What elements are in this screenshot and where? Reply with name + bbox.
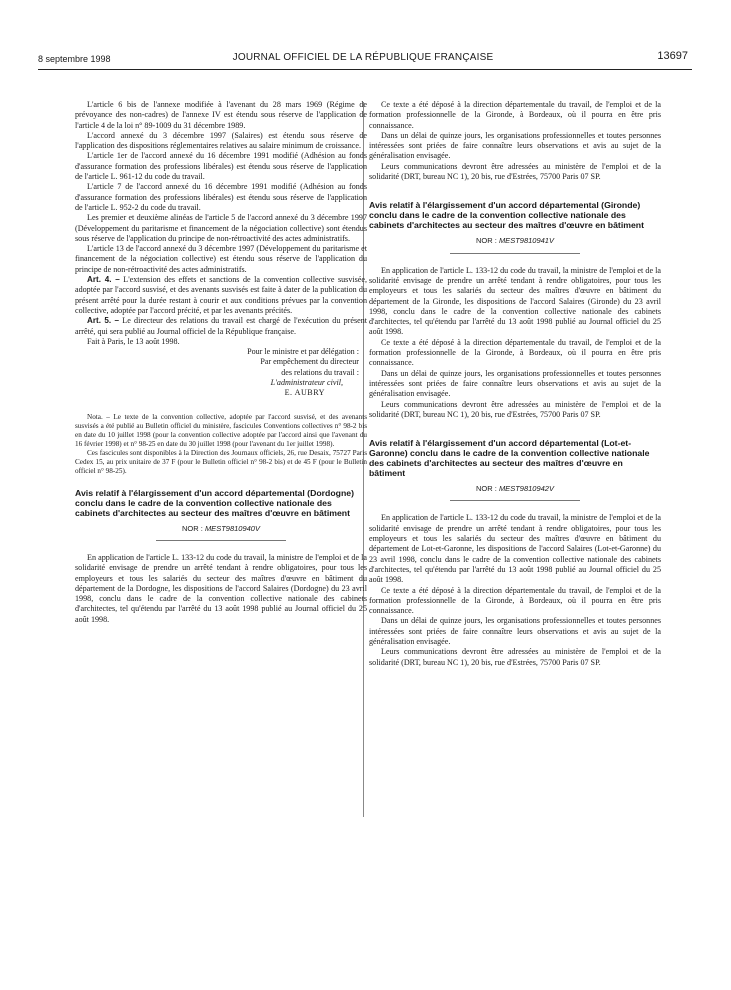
- signature-line: Par empêchement du directeur: [260, 357, 359, 367]
- nota-paragraph: Nota. – Le texte de la convention collective, adoptée par l'accord susvisé, et des avenants susvisés a été publié au Bulletin officiel du ministère, fascicules Conventions collectives n° 98-2 bis en date du 10 juillet 1998 (pour la convention collective adoptée par l'accord ainsi que l'avenant du 16 février 1998) et n° 98-25 en date du 30 juillet 1998 (pour l'avenant du 1er juillet 1998).: [75, 412, 367, 448]
- paragraph: Leurs communications devront être adressées au ministère de l'emploi et de la solidarité (DRT, bureau NC 1), 20 bis, rue d'Estrées, 75700 Paris 07 SP.: [369, 161, 661, 182]
- notice-heading-gironde: Avis relatif à l'élargissement d'un accord départemental (Gironde) conclu dans le cadre de la convention collective nationale des cabinets d'architectes au secteur des maîtres d'œuvre en bâtiment: [369, 200, 644, 231]
- right-column: [369, 100, 661, 668]
- article-4-label: Art. 4. –: [87, 275, 120, 285]
- header-page-number: 13697: [657, 50, 688, 62]
- paragraph: Leurs communications devront être adressées au ministère de l'emploi et de la solidarité (DRT, bureau NC 1), 20 bis, rue d'Estrées, 75700 Paris 07 SP.: [369, 399, 661, 419]
- signature-block: [75, 347, 367, 398]
- nor-label: NOR :: [182, 523, 203, 533]
- paragraph: Ce texte a été déposé à la direction départementale du travail, de l'emploi et de la formation professionnelle de la Gironde, à Bordeaux, où il pourra en être pris connaissance.: [369, 100, 661, 130]
- article-4-text: L'extension des effets et sanctions de la convention collective susvisée, adoptée par l'accord susvisé, et des avenants susvisés est faite à dater de la publication du présent arrêté pour la durée restant à courir et aux conditions prévues par la convention collective, adoptée par l'accord précité, et par les avenants précités.: [75, 275, 367, 315]
- nor-code: MEST9810941V: [498, 236, 554, 246]
- nor-code: MEST9810940V: [204, 523, 260, 533]
- signature-line: des relations du travail :: [281, 367, 359, 377]
- left-column: [75, 100, 367, 625]
- paragraph: L'article 7 de l'accord annexé du 16 décembre 1991 modifié (Adhésion au fonds d'assurance formation des professions libérales) est étendu sous réserve de l'application de l'article L. 952-2 du code du travail.: [75, 182, 367, 212]
- nor-reference: [369, 484, 661, 501]
- header-rule: [38, 69, 692, 70]
- notice-heading-lot-et-garonne: Avis relatif à l'élargissement d'un accord départemental (Lot-et-Garonne) conclu dans le cadre de la convention collective nationale des cabinets d'architectes au secteur des maîtres d'œuvre en bâtiment: [369, 438, 650, 479]
- article-4: [75, 275, 367, 316]
- paragraph: Dans un délai de quinze jours, les organisations professionnelles et toutes personnes intéressées sont priées de faire connaître leurs observations et avis au sujet de la généralisation envisagée.: [369, 368, 661, 399]
- paragraph: Ce texte a été déposé à la direction départementale du travail, de l'emploi et de la formation professionnelle de la Gironde, à Bordeaux, où il pourra en être pris connaissance.: [369, 337, 661, 368]
- article-5-label: Art. 5. –: [87, 316, 120, 326]
- nor-reference: [75, 524, 367, 541]
- paragraph: Les premier et deuxième alinéas de l'article 5 de l'accord annexé du 3 décembre 1997 (Développement du paritarisme et financement de la négociation collective) sont étendus sous réserve de l'application du principe de non-rétroactivité des actes administratifs.: [75, 213, 367, 243]
- signatory-name: E. AUBRY: [284, 388, 325, 398]
- header-title: JOURNAL OFFICIEL DE LA RÉPUBLIQUE FRANÇAISE: [232, 52, 494, 63]
- paragraph: L'accord annexé du 3 décembre 1997 (Salaires) est étendu sous réserve de l'application des dispositions réglementaires relatives au salaire minimum de croissance.: [75, 130, 367, 151]
- paragraph: En application de l'article L. 133-12 du code du travail, la ministre de l'emploi et de la solidarité envisage de prendre un arrêté tendant à rendre obligatoires, pour tous les employeurs et tous les salariés du secteur des maîtres d'œuvre en bâtiment du département de la Gironde, les dispositions de l'accord Salaires (Gironde) du 23 avril 1998, conclu dans le cadre de la convention collective nationale des cabinets d'architectes, tel qu'étendu par l'arrêté du 13 août 1998 publié au Journal officiel du 25 août 1998.: [369, 265, 661, 337]
- nota-paragraph: Ces fascicules sont disponibles à la Direction des Journaux officiels, 26, rue Desaix, 75727 Paris Cedex 15, au prix unitaire de 37 F (pour le Bulletin officiel n° 98-2 bis) et de 45 F (pour le Bulletin officiel n° 98-25).: [75, 448, 367, 475]
- paragraph: Dans un délai de quinze jours, les organisations professionnelles et toutes personnes intéressées sont priées de faire connaître leurs observations et avis au sujet de la généralisation envisagée.: [369, 616, 661, 646]
- header-date: 8 septembre 1998: [38, 54, 111, 64]
- page-header: [38, 50, 688, 66]
- spacer: [369, 182, 661, 188]
- nor-label: NOR :: [476, 484, 497, 494]
- nota-block: [75, 413, 367, 476]
- nor-label: NOR :: [476, 236, 497, 246]
- signature-title: L'administrateur civil,: [270, 378, 343, 388]
- article-5-text: Le directeur des relations du travail est chargé de l'exécution du présent arrêté, qui sera publié au Journal officiel de la République française.: [75, 316, 367, 336]
- short-rule: [156, 540, 286, 541]
- paragraph: L'article 1er de l'accord annexé du 16 décembre 1991 modifié (Adhésion au fonds d'assurance formation des professions libérales) est étendu sous réserve de l'application de l'article L. 961-12 du code du travail.: [75, 151, 367, 182]
- notice-heading-dordogne: Avis relatif à l'élargissement d'un accord départemental (Dordogne) conclu dans le cadre de la convention collective nationale des cabinets d'architectes au secteur des maîtres d'œuvre en bâtiment: [75, 487, 354, 518]
- signature-line: Pour le ministre et par délégation :: [247, 347, 359, 357]
- nor-reference: [369, 236, 661, 253]
- article-5: [75, 316, 367, 337]
- short-rule: [450, 500, 580, 501]
- paragraph: Dans un délai de quinze jours, les organisations professionnelles et toutes personnes intéressées sont priées de faire connaître leurs observations et avis au sujet de la généralisation envisagée.: [369, 130, 661, 161]
- paragraph: Leurs communications devront être adressées au ministère de l'emploi et de la solidarité (DRT, bureau NC 1), 20 bis, rue d'Estrées, 75700 Paris 07 SP.: [369, 647, 661, 667]
- paragraph: Ce texte a été déposé à la direction départementale du travail, de l'emploi et de la formation professionnelle de la Gironde, à Bordeaux, où il pourra en être pris connaissance.: [369, 585, 661, 616]
- paragraph: En application de l'article L. 133-12 du code du travail, la ministre de l'emploi et de la solidarité envisage de prendre un arrêté tendant à rendre obligatoires, pour tous les employeurs et tous les salariés du secteur des maîtres d'œuvre en bâtiment du département de la Dordogne, les dispositions de l'accord Salaires (Dordogne) du 23 avril 1998, conclu dans le cadre de la convention collective nationale des cabinets d'architectes, tel qu'étendu par l'arrêté du 13 août 1998 publié au Journal officiel du 25 août 1998.: [75, 552, 367, 624]
- short-rule: [450, 253, 580, 254]
- done-at: Fait à Paris, le 13 août 1998.: [87, 336, 180, 346]
- spacer: [369, 420, 661, 426]
- nor-code: MEST9810942V: [498, 484, 554, 494]
- paragraph: En application de l'article L. 133-12 du code du travail, la ministre de l'emploi et de la solidarité envisage de prendre un arrêté tendant à rendre obligatoires, pour tous les employeurs et tous les salariés du secteur des maîtres d'œuvre en bâtiment du département de Lot-et-Garonne, les dispositions de l'accord Salaires (Lot-et-Garonne) du 23 avril 1998, conclu dans le cadre de la convention collective nationale des cabinets d'architectes, tel qu'étendu par l'arrêté du 13 août 1998 publié au Journal officiel du 25 août 1998.: [369, 513, 661, 585]
- paragraph: L'article 13 de l'accord annexé du 3 décembre 1997 (Développement du paritarisme et financement de la négociation collective) est étendu sous réserve de l'application du principe de non-rétroactivité des actes administratifs.: [75, 244, 367, 274]
- paragraph: L'article 6 bis de l'annexe modifiée à l'avenant du 28 mars 1969 (Régime de prévoyance des non-cadres) de l'annexe IV est étendu sous réserve de l'application de l'article 4 de la loi n° 89-1009 du 31 décembre 1989.: [75, 100, 367, 130]
